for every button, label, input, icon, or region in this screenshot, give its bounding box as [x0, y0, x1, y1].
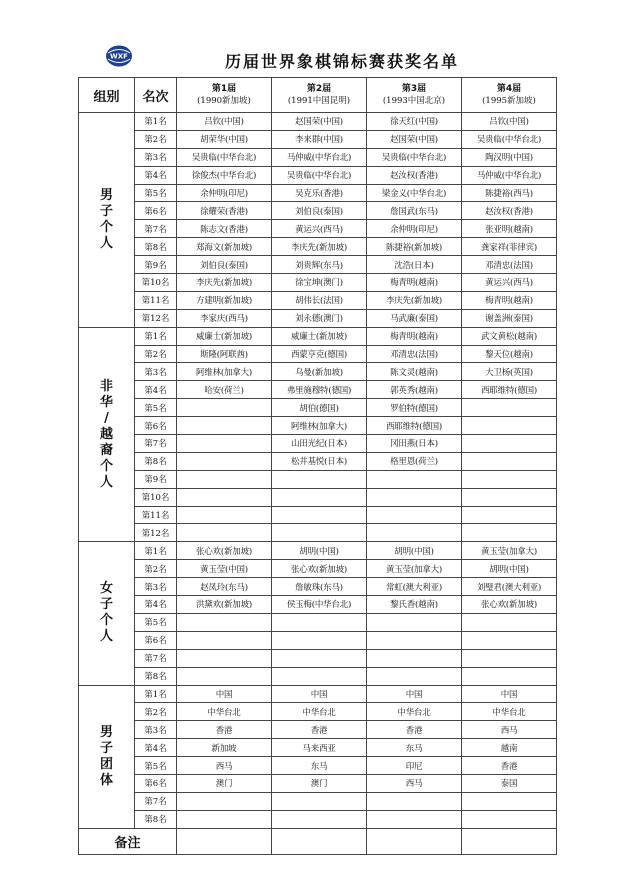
winner-cell	[177, 810, 272, 828]
winner-cell: 香港	[177, 721, 272, 739]
header-rank: 名次	[135, 78, 177, 113]
winner-cell	[462, 452, 557, 470]
rank-cell: 第1名	[135, 327, 177, 345]
group-label-char: 子	[99, 597, 113, 613]
winner-cell: 黄玉莹(加拿大)	[462, 542, 557, 560]
winner-cell: 香港	[462, 757, 557, 775]
winner-cell: 黄玉莹(加拿大)	[367, 560, 462, 578]
rank-cell: 第4名	[135, 381, 177, 399]
winner-cell	[177, 792, 272, 810]
table-row	[79, 113, 557, 131]
rank-cell: 第11名	[135, 506, 177, 524]
winner-cell	[367, 649, 462, 667]
table-row	[79, 309, 557, 327]
table-row	[79, 202, 557, 220]
table-row	[79, 452, 557, 470]
winner-cell: 中华台北	[462, 703, 557, 721]
group-label-char: 裔	[99, 442, 113, 458]
winner-cell: 印尼	[367, 757, 462, 775]
group-label-char: 子	[99, 740, 113, 756]
group-label-char: 个	[99, 458, 113, 474]
winner-cell	[177, 452, 272, 470]
table-row	[79, 685, 557, 703]
group-label-char: 个	[99, 219, 113, 235]
table-row	[79, 506, 557, 524]
winner-cell: 斯隆(阿联酋)	[177, 345, 272, 363]
winner-cell: 余仲明(印尼)	[177, 184, 272, 202]
winner-cell	[367, 524, 462, 542]
winner-cell: 侯玉梅(中华台北)	[272, 596, 367, 614]
winners-table	[78, 77, 557, 855]
rank-cell: 第8名	[135, 452, 177, 470]
rank-cell: 第7名	[135, 220, 177, 238]
table-row	[79, 184, 557, 202]
winner-cell: 詹敏珠(东马)	[272, 578, 367, 596]
winner-cell: 黄运兴(西马)	[462, 274, 557, 292]
rank-cell: 第11名	[135, 291, 177, 309]
edition-venue: (1993中国北京)	[382, 96, 446, 106]
winner-cell: 詹国武(东马)	[367, 202, 462, 220]
winner-cell	[462, 435, 557, 453]
winner-cell: 郑海文(新加坡)	[177, 238, 272, 256]
winner-cell: 新加坡	[177, 739, 272, 757]
group-label-char: 人	[99, 474, 113, 490]
rank-cell: 第6名	[135, 774, 177, 792]
winner-cell: 吴贵临(中华台北)	[272, 166, 367, 184]
winner-cell: 东马	[367, 739, 462, 757]
rank-cell: 第5名	[135, 399, 177, 417]
group-label	[79, 113, 135, 328]
winner-cell: 中华台北	[272, 703, 367, 721]
table-row	[79, 470, 557, 488]
winner-cell: 黄运兴(西马)	[272, 220, 367, 238]
winner-cell: 香港	[367, 721, 462, 739]
winner-cell	[462, 810, 557, 828]
table-row	[79, 166, 557, 184]
winner-cell	[272, 810, 367, 828]
rank-cell: 第7名	[135, 435, 177, 453]
winner-cell: 徐宝坤(澳门)	[272, 274, 367, 292]
winner-cell	[272, 488, 367, 506]
rank-cell: 第10名	[135, 488, 177, 506]
winner-cell	[462, 631, 557, 649]
winner-cell: 徐耀荣(香港)	[177, 202, 272, 220]
rank-cell: 第8名	[135, 810, 177, 828]
winner-cell	[462, 524, 557, 542]
winner-cell	[367, 506, 462, 524]
winner-cell: 胡明(中国)	[272, 542, 367, 560]
edition-name: 第3届	[401, 84, 427, 94]
winner-cell: 西马	[177, 757, 272, 775]
rank-cell: 第2名	[135, 130, 177, 148]
winner-cell	[177, 631, 272, 649]
winner-cell: 哈安(荷兰)	[177, 381, 272, 399]
table-row	[79, 345, 557, 363]
winner-cell	[367, 810, 462, 828]
rank-cell: 第10名	[135, 274, 177, 292]
winner-cell: 梅青明(越南)	[367, 327, 462, 345]
header-edition	[272, 78, 367, 113]
winner-cell: 山田光纪(日本)	[272, 435, 367, 453]
winner-cell: 阿维林(加拿大)	[177, 363, 272, 381]
winner-cell	[367, 631, 462, 649]
winner-cell	[177, 417, 272, 435]
winner-cell: 赵国荣(中国)	[272, 113, 367, 131]
winner-cell: 弗里施穆特(德国)	[272, 381, 367, 399]
edition-name: 第2届	[306, 84, 332, 94]
edition-name: 第1届	[211, 84, 237, 94]
rank-cell: 第3名	[135, 363, 177, 381]
table-row	[79, 524, 557, 542]
winner-cell: 黎氏香(越南)	[367, 596, 462, 614]
winner-cell: 谢盖洲(泰国)	[462, 309, 557, 327]
rank-cell: 第2名	[135, 345, 177, 363]
table-row	[79, 792, 557, 810]
winner-cell: 刘永德(澳门)	[272, 309, 367, 327]
winner-cell: 马仲威(中华台北)	[272, 148, 367, 166]
group-label	[79, 685, 135, 829]
table-row	[79, 757, 557, 775]
group-label-char: 女	[99, 581, 113, 597]
winner-cell	[272, 470, 367, 488]
table-row	[79, 649, 557, 667]
winner-cell	[177, 524, 272, 542]
winner-cell: 洪黛欢(新加坡)	[177, 596, 272, 614]
winner-cell: 西耶维特(德国)	[367, 417, 462, 435]
winner-cell: 西耶维特(德国)	[462, 381, 557, 399]
winner-cell	[272, 649, 367, 667]
rank-cell: 第4名	[135, 166, 177, 184]
winner-cell: 刘璧君(澳大利亚)	[462, 578, 557, 596]
winner-cell: 格里恩(荷兰)	[367, 452, 462, 470]
winner-cell: 威廉士(新加坡)	[272, 327, 367, 345]
winner-cell: 赵国荣(中国)	[367, 130, 462, 148]
winner-cell	[462, 649, 557, 667]
winner-cell: 李来群(中国)	[272, 130, 367, 148]
winner-cell: 赵汝权(香港)	[367, 166, 462, 184]
winner-cell	[177, 470, 272, 488]
winner-cell	[177, 649, 272, 667]
header-edition	[177, 78, 272, 113]
winner-cell: 李庆先(新加坡)	[367, 291, 462, 309]
rank-cell: 第9名	[135, 470, 177, 488]
winner-cell: 香港	[272, 721, 367, 739]
winner-cell	[272, 506, 367, 524]
winner-cell: 罗伯特(德国)	[367, 399, 462, 417]
table-row	[79, 256, 557, 274]
table-row	[79, 631, 557, 649]
table-row	[79, 238, 557, 256]
winner-cell	[177, 488, 272, 506]
winner-cell: 乌曼(新加坡)	[272, 363, 367, 381]
rank-cell: 第5名	[135, 757, 177, 775]
rank-cell: 第6名	[135, 202, 177, 220]
winner-cell	[367, 667, 462, 685]
table-row	[79, 417, 557, 435]
winner-cell: 邓清忠(法国)	[462, 256, 557, 274]
winner-cell: 西马	[462, 721, 557, 739]
rank-cell: 第5名	[135, 184, 177, 202]
rank-cell: 第6名	[135, 631, 177, 649]
winner-cell	[177, 506, 272, 524]
winner-cell: 马仲威(中华台北)	[462, 166, 557, 184]
winner-cell: 陈志文(香港)	[177, 220, 272, 238]
rank-cell: 第1名	[135, 113, 177, 131]
winner-cell: 中国	[177, 685, 272, 703]
winner-cell: 郭英秀(越南)	[367, 381, 462, 399]
rank-cell: 第12名	[135, 309, 177, 327]
table-row	[79, 578, 557, 596]
winner-cell: 梅青明(越南)	[367, 274, 462, 292]
winner-cell	[462, 506, 557, 524]
notes-label: 备注	[79, 829, 177, 855]
winner-cell: 胡明(中国)	[462, 560, 557, 578]
page-title: 历届世界象棋锦标赛获奖名单	[225, 52, 460, 71]
winner-cell: 李庆先(新加坡)	[272, 238, 367, 256]
winner-cell: 吴贵临(中华台北)	[462, 130, 557, 148]
winner-cell: 徐俊杰(中华台北)	[177, 166, 272, 184]
table-row	[79, 596, 557, 614]
winner-cell: 马武廉(泰国)	[367, 309, 462, 327]
table-row	[79, 381, 557, 399]
rank-cell: 第1名	[135, 685, 177, 703]
table-row	[79, 560, 557, 578]
winner-cell	[462, 792, 557, 810]
table-row	[79, 148, 557, 166]
rank-cell: 第4名	[135, 596, 177, 614]
winner-cell: 东马	[272, 757, 367, 775]
winner-cell: 吴贵临(中华台北)	[177, 148, 272, 166]
winner-cell: 陈捷裕(西马)	[462, 184, 557, 202]
notes-cell	[367, 829, 462, 855]
group-label-char: 华	[99, 394, 113, 410]
table-row	[79, 291, 557, 309]
winner-cell: 刘贵辉(东马)	[272, 256, 367, 274]
page-header	[0, 0, 629, 78]
table-row	[79, 721, 557, 739]
winner-cell	[272, 524, 367, 542]
winner-cell	[367, 613, 462, 631]
winner-cell: 中国	[367, 685, 462, 703]
table-row	[79, 488, 557, 506]
group-label	[79, 542, 135, 685]
rank-cell: 第3名	[135, 721, 177, 739]
winner-cell	[272, 613, 367, 631]
winner-cell: 西马	[367, 774, 462, 792]
winner-cell: 方建明(新加坡)	[177, 291, 272, 309]
rank-cell: 第8名	[135, 667, 177, 685]
group-label-char: 子	[99, 203, 113, 219]
group-label-char: /	[104, 410, 109, 426]
winner-cell: 中国	[462, 685, 557, 703]
winner-cell: 李庆先(新加坡)	[177, 274, 272, 292]
winner-cell	[462, 399, 557, 417]
table-row	[79, 542, 557, 560]
winner-cell: 黎天位(越南)	[462, 345, 557, 363]
rank-cell: 第1名	[135, 542, 177, 560]
logo-text: WXF	[110, 52, 128, 61]
table-row	[79, 774, 557, 792]
group-label	[79, 327, 135, 542]
header-edition	[462, 78, 557, 113]
winner-cell: 梁金义(中华台北)	[367, 184, 462, 202]
winner-cell: 吕钦(中国)	[462, 113, 557, 131]
winner-cell: 沈浩(日本)	[367, 256, 462, 274]
header-group: 组别	[79, 78, 135, 113]
winner-cell	[462, 667, 557, 685]
winner-cell: 邓清忠(法国)	[367, 345, 462, 363]
winner-cell: 陶汉明(中国)	[462, 148, 557, 166]
winner-cell: 中国	[272, 685, 367, 703]
notes-cell	[272, 829, 367, 855]
winner-cell: 黄玉莹(中国)	[177, 560, 272, 578]
group-label-char: 男	[99, 724, 113, 740]
edition-name: 第4届	[496, 84, 522, 94]
table-row	[79, 399, 557, 417]
wxf-logo-icon	[104, 44, 134, 68]
winner-cell	[367, 792, 462, 810]
winner-cell: 胡荣华(中国)	[177, 130, 272, 148]
group-label-char: 越	[99, 426, 113, 442]
winner-cell	[367, 488, 462, 506]
winner-cell: 徐天红(中国)	[367, 113, 462, 131]
winner-cell: 中华台北	[177, 703, 272, 721]
winner-cell	[177, 399, 272, 417]
winner-cell: 刘伯良(泰国)	[177, 256, 272, 274]
winner-cell: 李家庆(西马)	[177, 309, 272, 327]
winner-cell: 澳门	[177, 774, 272, 792]
group-label-char: 人	[99, 235, 113, 251]
table-row	[79, 327, 557, 345]
table-row	[79, 220, 557, 238]
group-label-char: 非	[99, 378, 113, 394]
rank-cell: 第6名	[135, 417, 177, 435]
winner-cell: 澳门	[272, 774, 367, 792]
winner-cell: 刘伯良(泰国)	[272, 202, 367, 220]
winner-cell: 中华台北	[367, 703, 462, 721]
table-row	[79, 667, 557, 685]
table-row	[79, 703, 557, 721]
winner-cell	[177, 667, 272, 685]
winner-cell: 胡明(中国)	[367, 542, 462, 560]
edition-venue: (1990新加坡)	[197, 96, 251, 106]
winner-cell	[177, 435, 272, 453]
winner-cell: 胡伯(德国)	[272, 399, 367, 417]
rank-cell: 第7名	[135, 649, 177, 667]
winner-cell: 赵汝权(香港)	[462, 202, 557, 220]
winner-cell: 吴贵临(中华台北)	[367, 148, 462, 166]
edition-venue: (1991中国昆明)	[287, 96, 351, 106]
winner-cell	[462, 488, 557, 506]
winner-cell: 吴克乐(香港)	[272, 184, 367, 202]
winner-cell: 龚家祥(菲律宾)	[462, 238, 557, 256]
rank-cell: 第7名	[135, 792, 177, 810]
rank-cell: 第4名	[135, 739, 177, 757]
edition-venue: (1995新加坡)	[482, 96, 536, 106]
table-row	[79, 274, 557, 292]
winner-cell	[272, 792, 367, 810]
winner-cell: 威廉士(新加坡)	[177, 327, 272, 345]
winner-cell: 马来西亚	[272, 739, 367, 757]
rank-cell: 第3名	[135, 148, 177, 166]
winner-cell: 陈捷裕(新加坡)	[367, 238, 462, 256]
table-row	[79, 810, 557, 828]
winner-cell	[272, 667, 367, 685]
winner-cell: 梅青明(越南)	[462, 291, 557, 309]
winner-cell: 常虹(澳大利亚)	[367, 578, 462, 596]
group-label-char: 人	[99, 629, 113, 645]
table-row	[79, 435, 557, 453]
winner-cell: 张心欢(新加坡)	[462, 596, 557, 614]
notes-cell	[462, 829, 557, 855]
rank-cell: 第2名	[135, 560, 177, 578]
winner-cell	[462, 470, 557, 488]
winner-cell: 冈田燕(日本)	[367, 435, 462, 453]
table-row	[79, 739, 557, 757]
winner-cell	[462, 417, 557, 435]
winner-cell	[177, 613, 272, 631]
winner-cell: 张亚明(越南)	[462, 220, 557, 238]
group-label-char: 体	[99, 772, 113, 788]
header-edition	[367, 78, 462, 113]
rank-cell: 第8名	[135, 238, 177, 256]
rank-cell: 第9名	[135, 256, 177, 274]
winner-cell: 大卫杨(英国)	[462, 363, 557, 381]
rank-cell: 第5名	[135, 613, 177, 631]
winner-cell: 胡伟长(法国)	[272, 291, 367, 309]
group-label-char: 男	[99, 187, 113, 203]
rank-cell: 第2名	[135, 703, 177, 721]
table-row	[79, 613, 557, 631]
winner-cell: 赵凤玲(东马)	[177, 578, 272, 596]
winner-cell: 武文黄松(越南)	[462, 327, 557, 345]
table-row	[79, 130, 557, 148]
rank-cell: 第3名	[135, 578, 177, 596]
group-label-char: 个	[99, 613, 113, 629]
notes-cell	[177, 829, 272, 855]
winner-cell	[367, 470, 462, 488]
winner-cell: 余仲明(印尼)	[367, 220, 462, 238]
winner-cell: 陈文灵(越南)	[367, 363, 462, 381]
table-row	[79, 363, 557, 381]
winner-cell	[462, 613, 557, 631]
winner-cell: 泰国	[462, 774, 557, 792]
winner-cell: 松井基悦(日本)	[272, 452, 367, 470]
winner-cell	[272, 631, 367, 649]
winner-cell: 吕钦(中国)	[177, 113, 272, 131]
winner-cell: 张心欢(新加坡)	[177, 542, 272, 560]
winner-cell: 越南	[462, 739, 557, 757]
winner-cell: 张心欢(新加坡)	[272, 560, 367, 578]
group-label-char: 团	[99, 756, 113, 772]
rank-cell: 第12名	[135, 524, 177, 542]
winner-cell: 西蒙亨克(德国)	[272, 345, 367, 363]
winner-cell: 阿维林(加拿大)	[272, 417, 367, 435]
